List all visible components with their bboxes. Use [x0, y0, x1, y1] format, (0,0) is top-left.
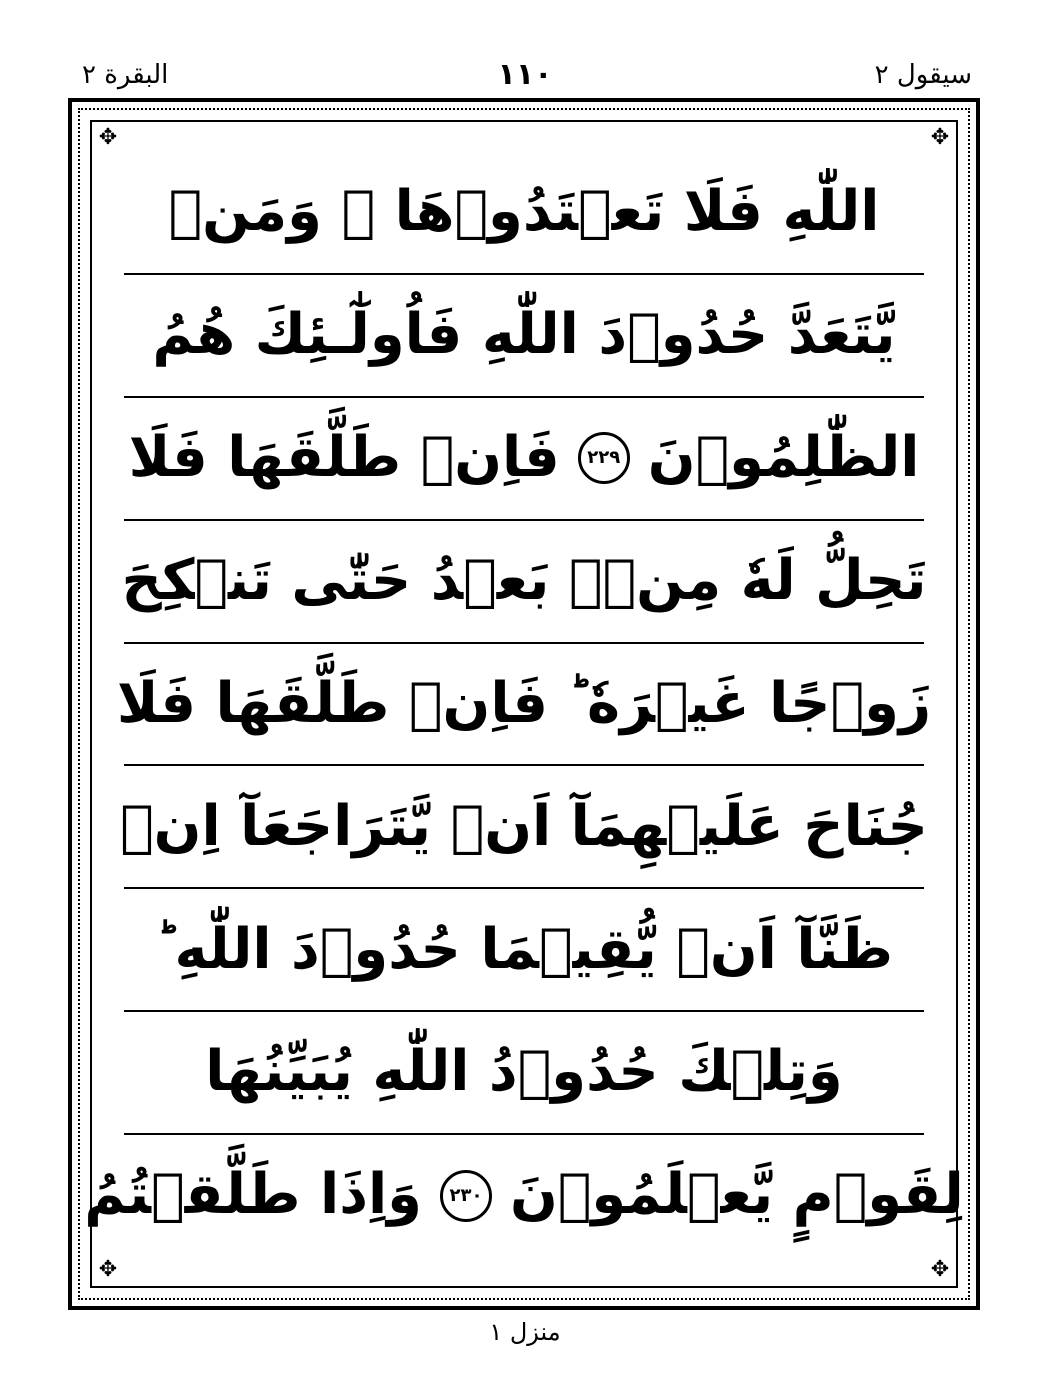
surah-name: البقرة ٢ [82, 60, 169, 90]
verse-lines [84, 152, 964, 1256]
ornamental-border [84, 120, 964, 1288]
verse-line-text: يَّتَعَدَّ حُدُوۡدَ اللّٰهِ فَاُولٰٓـئِكَ هُمُ [152, 302, 896, 368]
verse-line-text: وَتِلۡكَ حُدُوۡدُ اللّٰهِ يُبَيِّنُهَا [205, 1039, 843, 1105]
page-frame [68, 98, 980, 1310]
verse-line [84, 1135, 964, 1256]
juz-name: سيقول ٢ [874, 60, 972, 90]
verse-line-text: جُنَاحَ عَلَيۡهِمَآ اَنۡ يَّتَرَاجَعَآ اِنۡ [120, 793, 928, 859]
verse-line [116, 644, 932, 767]
verse-line-text: تَحِلُّ لَهٗ مِنۡۢ بَعۡدُ حَتّٰى تَنۡكِحَ [121, 547, 927, 613]
verse-line-text: ظَنَّآ اَنۡ يُّقِيۡمَا حُدُوۡدَ اللّٰهِ ؕ [155, 916, 893, 982]
corner-ornament-icon: ✥ [930, 1257, 950, 1282]
corner-ornament-icon: ✥ [98, 125, 118, 150]
verse-segment: لِقَوۡمٍ يَّعۡلَمُوۡنَ [509, 1162, 964, 1228]
verse-segment: فَاِنۡ طَلَّقَهَا فَلَا [128, 425, 560, 491]
verse-line [121, 521, 927, 644]
page-header [70, 52, 980, 98]
verse-line [124, 275, 924, 398]
verse-line-text [84, 1156, 963, 1234]
verse-line [120, 766, 928, 889]
corner-ornament-icon: ✥ [930, 125, 950, 150]
corner-ornament-icon: ✥ [98, 1257, 118, 1282]
verse-segment: الظّٰلِمُوۡنَ [647, 425, 920, 491]
ayah-number-marker: ٢٢٩ [578, 432, 630, 484]
verse-segment: وَاِذَا طَلَّقۡتُمُ [84, 1162, 422, 1228]
page-number: ١١٠ [497, 57, 553, 92]
ayah-number-marker: ٢٣٠ [440, 1170, 492, 1222]
verse-line [124, 398, 924, 521]
verse-line [124, 889, 924, 1012]
verse-line [124, 152, 924, 275]
verse-line-text: زَوۡجًا غَيۡرَهٗ ؕ فَاِنۡ طَلَّقَهَا فَلَا [116, 670, 932, 736]
verse-line-text: اللّٰهِ فَلَا تَعۡتَدُوۡهَا ۚ وَمَنۡ [168, 179, 880, 245]
verse-line [124, 1012, 924, 1135]
manzil-footer: منزل ١ [489, 1318, 561, 1346]
verse-line-text [129, 419, 920, 497]
